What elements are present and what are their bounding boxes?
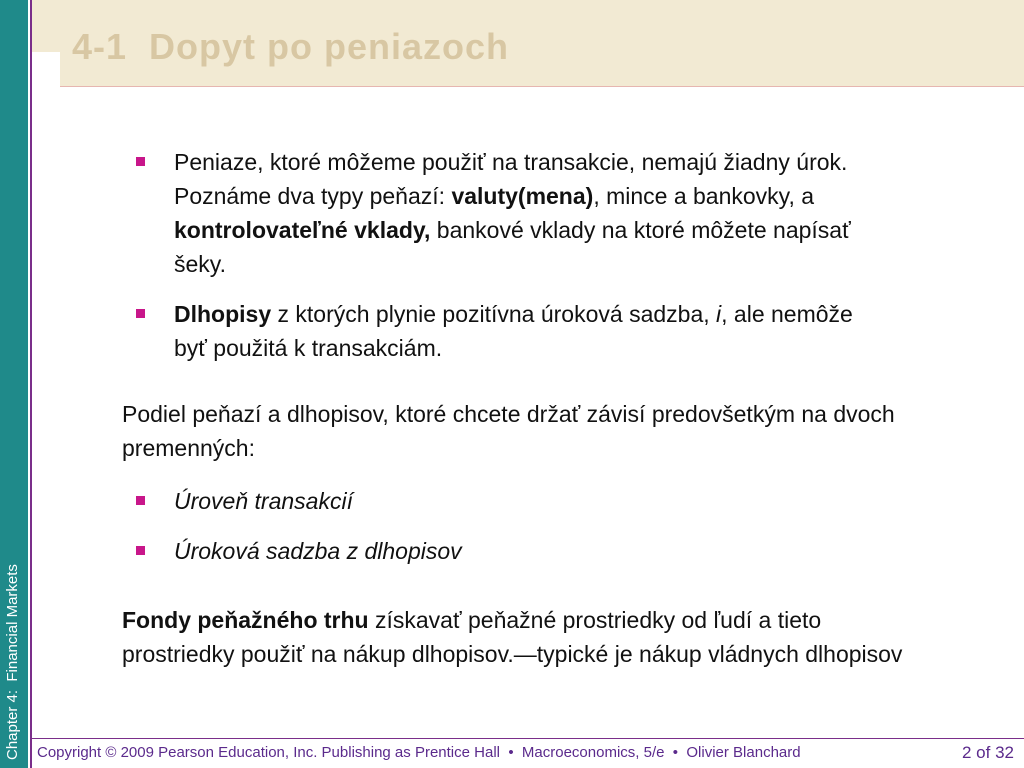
bullet-square-icon [136,546,145,555]
page-number: 2 of 32 [962,743,1014,762]
bullet-text: Úroveň transakcií [174,488,353,514]
bullet-square-icon [136,309,145,318]
bullet-text: Peniaze, ktoré môžeme použiť na transakcie, nemajú žiadny úrok. Poznáme dva typy peňazí: valuty(mena), mince a bankovky, a kontrolovateľné vklady, bankové vklady na ktoré môžete napísať šeky. [174,149,851,277]
bullet-item-bonds [174,297,884,365]
footer-divider [32,738,1024,739]
paragraph-portfolio: Podiel peňazí a dlhopisov, ktoré chcete držať závisí predovšetkým na dvoch premenných: [122,401,895,461]
bullet-item-transactions [174,484,884,518]
bullet-item-money [174,145,884,281]
chapter-label: Chapter 4: Financial Markets [4,564,21,760]
paragraph-money-market-funds: Fondy peňažného trhu získavať peňažné prostriedky od ľudí a tieto prostriedky použiť na nákup dlhopisov.—typické je nákup vládnych dlhopisov [122,607,903,667]
bullet-square-icon [136,496,145,505]
bullet-text: Dlhopisy z ktorých plynie pozitívna úroková sadzba, i, ale nemôže byť použitá k transakciám. [174,301,853,361]
slide-title: 4-1 Dopyt po peniazoch [72,26,510,67]
bullet-item-interest-rate [174,534,884,568]
bullet-text: Úroková sadzba z dlhopisov [174,538,462,564]
bullet-square-icon [136,157,145,166]
footer-copyright: Copyright © 2009 Pearson Education, Inc. Publishing as Prentice Hall • Macroeconomics, 5/e • Olivier Blanchard [37,744,801,761]
